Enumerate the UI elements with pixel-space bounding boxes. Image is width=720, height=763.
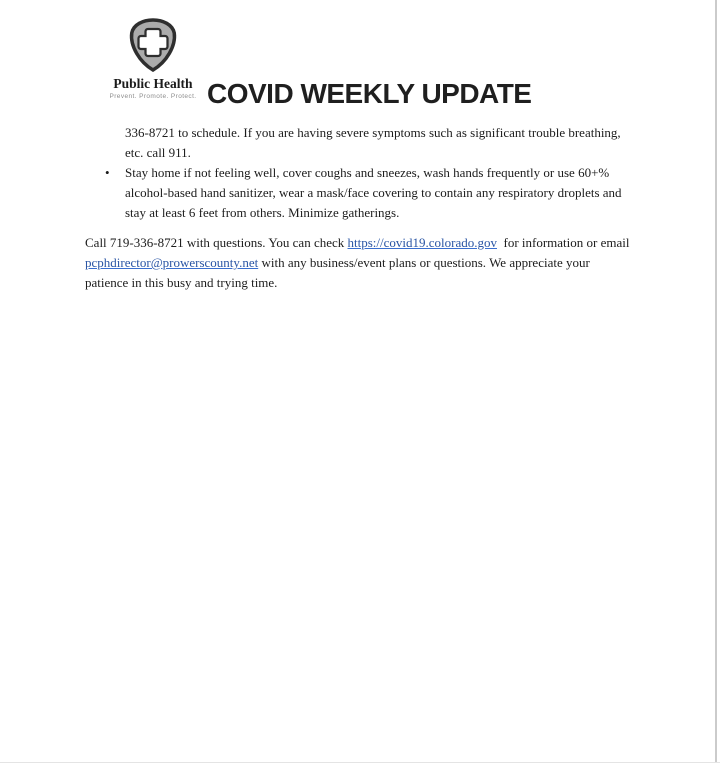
covid19-colorado-gov-link[interactable]: https://covid19.colorado.gov <box>347 235 497 250</box>
document-body <box>85 123 635 293</box>
list-continuation-paragraph: 336-8721 to schedule. If you are having severe symptoms such as significant trouble breathing, etc. call 911. <box>125 125 621 160</box>
bullet-list-item <box>85 163 635 223</box>
bullet-icon: • <box>105 165 110 180</box>
public-health-logo <box>107 15 199 100</box>
page-right-edge <box>715 0 717 763</box>
shield-cross-icon <box>128 15 178 75</box>
logo-tagline: Prevent. Promote. Protect. <box>109 93 197 100</box>
logo-name: Public Health <box>113 76 193 91</box>
closing-text-3: with any business/event plans or questions. We appreciate your patience in this busy and trying time. <box>85 255 594 290</box>
bullet-item-text: Stay home if not feeling well, cover coughs and sneezes, wash hands frequently or use 60+% alcohol-based hand sanitizer, wear a mask/face covering to contain any respiratory droplets and stay at least 6 feet from others. Minimize gatherings. <box>125 165 622 220</box>
closing-paragraph <box>85 233 635 293</box>
pcphdirector-email-link[interactable]: pcphdirector@prowerscounty.net <box>85 255 259 270</box>
closing-text-2: for information or email <box>497 235 633 250</box>
closing-text-1: Call 719-336-8721 with questions. You can check <box>85 235 348 250</box>
page-title: COVID WEEKLY UPDATE <box>207 78 532 109</box>
